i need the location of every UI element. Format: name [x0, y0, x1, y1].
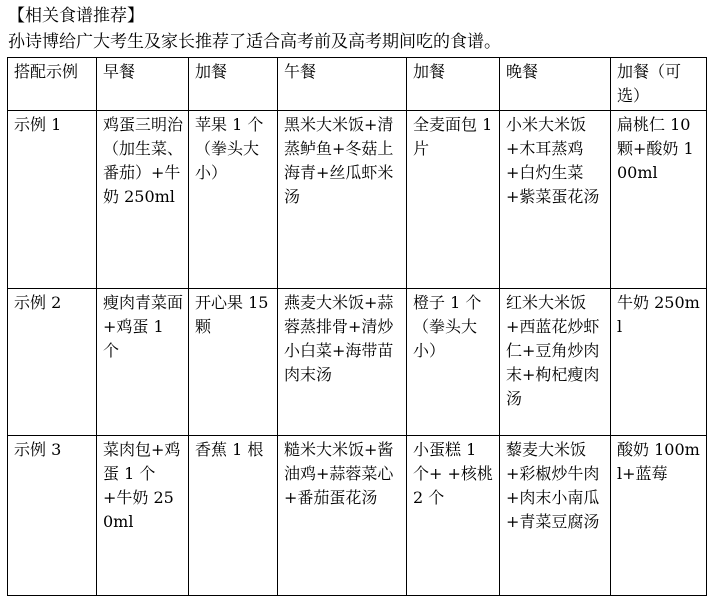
header-cell-breakfast: 早餐 — [97, 58, 189, 111]
table-row — [8, 289, 707, 436]
dinner-cell: 红米大米饭+西蓝花炒虾仁+豆角炒肉末+枸杞瘦肉汤 — [500, 289, 611, 436]
snack-1-cell: 香蕉 1 根 — [189, 436, 278, 596]
row-label: 示例 2 — [8, 289, 97, 436]
header-cell-lunch: 午餐 — [278, 58, 407, 111]
breakfast-cell: 菜肉包+鸡蛋 1 个+牛奶 250ml — [97, 436, 189, 596]
row-label: 示例 1 — [8, 111, 97, 289]
breakfast-cell: 鸡蛋三明治（加生菜、番茄）+牛奶 250ml — [97, 111, 189, 289]
snack-3-cell: 扁桃仁 10 颗+酸奶 100ml — [611, 111, 707, 289]
snack-2-cell: 全麦面包 1 片 — [407, 111, 500, 289]
header-cell-example: 搭配示例 — [8, 58, 97, 111]
section-heading: 【相关食谱推荐】 — [8, 6, 144, 26]
snack-1-cell: 苹果 1 个（拳头大小） — [189, 111, 278, 289]
snack-2-cell: 橙子 1 个（拳头大小） — [407, 289, 500, 436]
table-row — [8, 436, 707, 596]
snack-1-cell: 开心果 15 颗 — [189, 289, 278, 436]
table-row — [8, 111, 707, 289]
header-cell-snack-1: 加餐 — [189, 58, 278, 111]
table-header-row — [8, 58, 707, 111]
header-cell-snack-3: 加餐（可选） — [611, 58, 707, 111]
dinner-cell: 小米大米饭+木耳蒸鸡+白灼生菜+紫菜蛋花汤 — [500, 111, 611, 289]
lunch-cell: 黑米大米饭+清蒸鲈鱼+冬菇上海青+丝瓜虾米汤 — [278, 111, 407, 289]
lunch-cell: 燕麦大米饭+蒜蓉蒸排骨+清炒小白菜+海带苗肉末汤 — [278, 289, 407, 436]
header-cell-snack-2: 加餐 — [407, 58, 500, 111]
snack-2-cell: 小蛋糕 1 个+ +核桃 2 个 — [407, 436, 500, 596]
snack-3-cell: 牛奶 250ml — [611, 289, 707, 436]
breakfast-cell: 瘦肉青菜面+鸡蛋 1 个 — [97, 289, 189, 436]
row-label: 示例 3 — [8, 436, 97, 596]
header-cell-dinner: 晚餐 — [500, 58, 611, 111]
lunch-cell: 糙米大米饭+酱油鸡+蒜蓉菜心+番茄蛋花汤 — [278, 436, 407, 596]
dinner-cell: 藜麦大米饭+彩椒炒牛肉+肉末小南瓜+青菜豆腐汤 — [500, 436, 611, 596]
recipe-table — [7, 57, 707, 596]
snack-3-cell: 酸奶 100ml+蓝莓 — [611, 436, 707, 596]
intro-text: 孙诗博给广大考生及家长推荐了适合高考前及高考期间吃的食谱。 — [8, 32, 501, 52]
